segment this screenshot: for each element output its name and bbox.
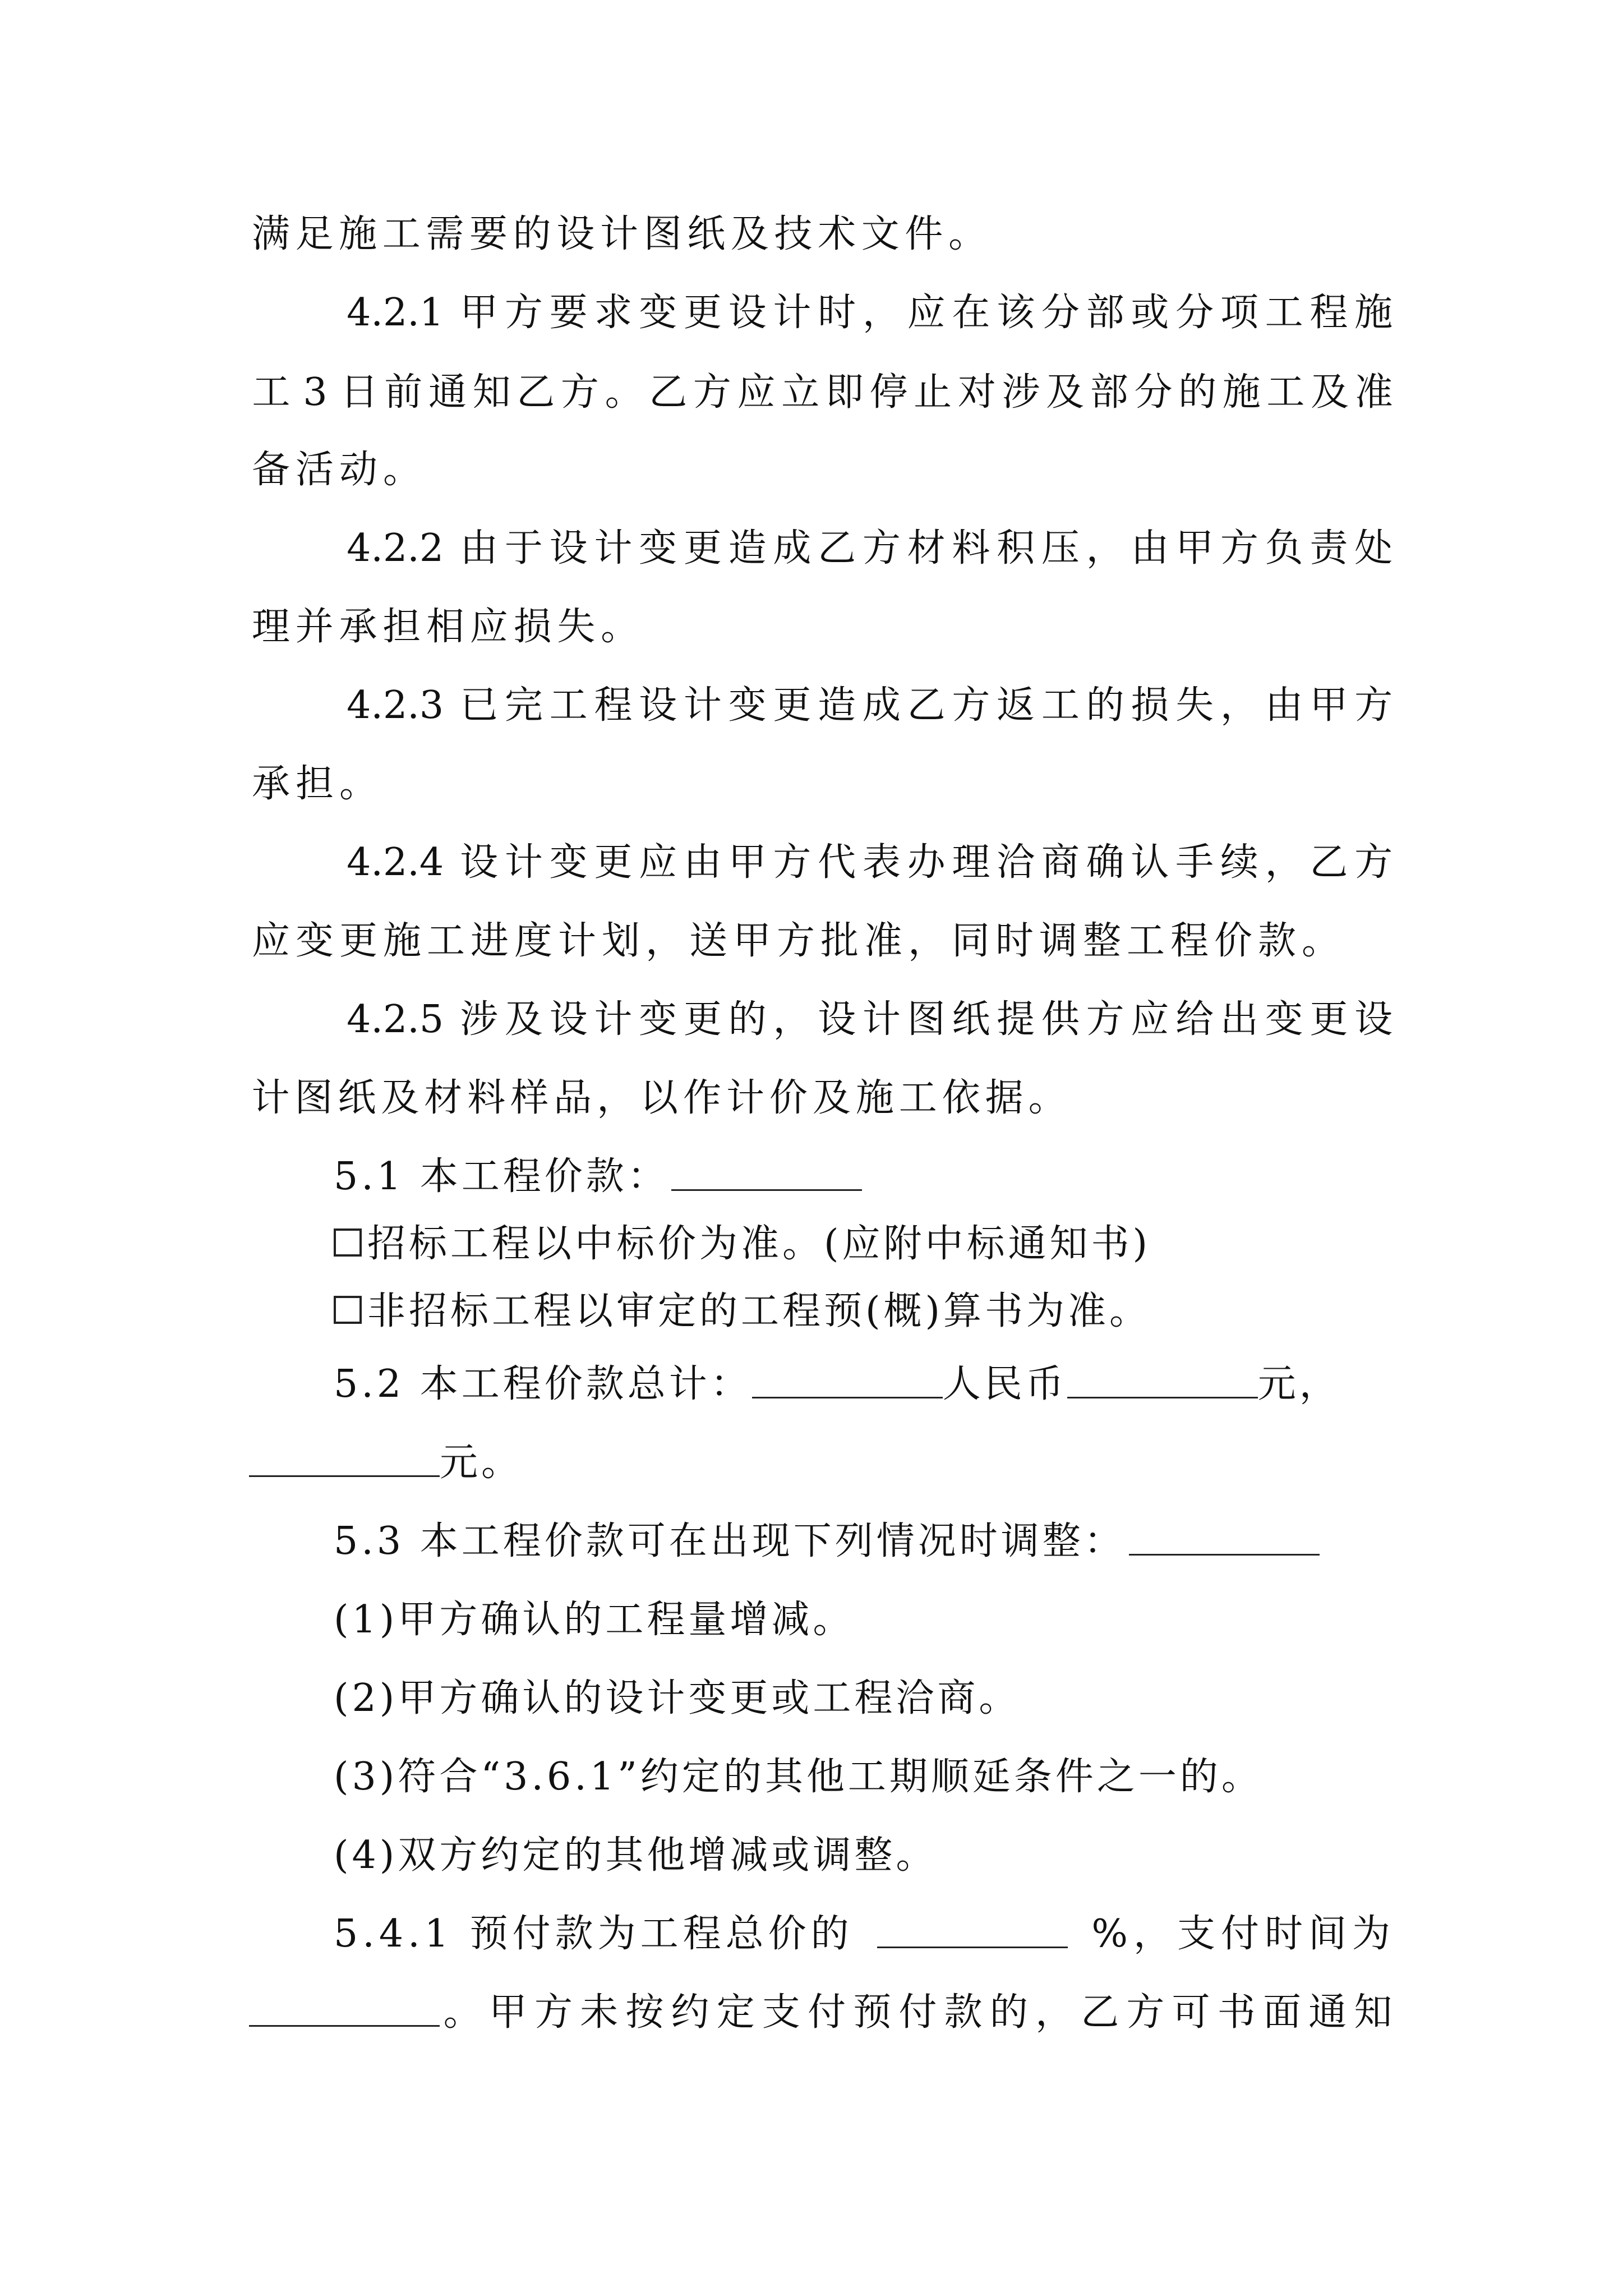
glyph: 甲: [728, 840, 767, 885]
list-item: [334, 1750, 1343, 1804]
glyph: ，: [773, 997, 811, 1042]
glyph: 手: [1175, 840, 1214, 885]
glyph: 需: [426, 212, 464, 256]
fill-in-blank[interactable]: [249, 1986, 440, 2027]
glyph: 造: [818, 683, 856, 728]
glyph: 面: [1262, 1990, 1301, 2035]
glyph: 批: [820, 919, 859, 963]
glyph: 计: [594, 526, 633, 570]
glyph: 调: [1039, 919, 1077, 963]
glyph: ，: [1035, 1990, 1074, 2035]
clause-5-4-1: [334, 1907, 1396, 1961]
glyph: 乙: [517, 370, 555, 415]
glyph: 变: [639, 997, 677, 1042]
glyph: 样: [510, 1076, 549, 1120]
glyph: 出: [1220, 997, 1258, 1042]
glyph: 约: [671, 1990, 709, 2035]
glyph: 准: [1354, 370, 1393, 415]
glyph: 价: [769, 1076, 808, 1120]
glyph: ，: [862, 291, 901, 335]
glyph: 压: [1041, 526, 1080, 570]
glyph: 变: [639, 526, 677, 570]
glyph: 工: [1126, 919, 1165, 963]
glyph: ，: [1265, 840, 1303, 885]
glyph: 洽: [997, 840, 1035, 885]
glyph: 处: [1354, 526, 1393, 570]
glyph: 要: [469, 212, 508, 256]
glyph: 进: [470, 919, 509, 963]
glyph: 方: [952, 683, 990, 728]
glyph: 按: [625, 1990, 664, 2035]
glyph: 材: [907, 526, 946, 570]
glyph: 更: [683, 997, 722, 1042]
glyph: 工: [898, 1076, 937, 1120]
glyph: 责: [1310, 526, 1348, 570]
glyph: 。: [948, 212, 987, 256]
glyph: 4.2.2: [347, 526, 444, 570]
glyph: 图: [907, 997, 946, 1042]
glyph: 立: [781, 370, 820, 415]
glyph: 及: [504, 997, 543, 1042]
option-label: 招标工程以中标价为准。(应附中标通知书): [367, 1222, 1151, 1266]
glyph: 施: [1222, 370, 1261, 415]
glyph: 施: [855, 1076, 894, 1120]
glyph: 施: [339, 212, 377, 256]
clause-row: [334, 1907, 1396, 1961]
glyph: 应: [737, 370, 776, 415]
glyph: 方: [1220, 526, 1258, 570]
paragraph-line: [249, 1071, 1069, 1125]
glyph: 变: [549, 840, 588, 885]
glyph: 涉: [460, 997, 499, 1042]
clause-text: 5.3 本工程价款可在出现下列情况时调整：: [334, 1519, 1126, 1563]
glyph: 。: [601, 605, 639, 649]
checkbox-option-tender: [334, 1217, 1231, 1271]
glyph: ，: [907, 919, 946, 963]
glyph: 通: [1308, 1990, 1347, 2035]
glyph: 。: [1028, 1076, 1067, 1120]
glyph: 应: [639, 840, 677, 885]
glyph: 时: [995, 919, 1034, 963]
glyph: 及: [812, 1076, 851, 1120]
glyph: 工: [549, 683, 588, 728]
glyph: 分: [1175, 291, 1214, 335]
list-item: [334, 1593, 1287, 1647]
glyph: 件: [905, 212, 943, 256]
glyph: 可: [1172, 1990, 1210, 2035]
glyph: 款: [944, 1990, 983, 2035]
glyph: 已: [460, 683, 499, 728]
glyph: 方: [773, 840, 811, 885]
paragraph-line: [249, 914, 1343, 968]
glyph: 书: [1217, 1990, 1256, 2035]
glyph: 认: [1131, 840, 1169, 885]
glyph: 的: [728, 997, 767, 1042]
checkbox[interactable]: [334, 1228, 362, 1257]
glyph: 纸: [338, 1076, 376, 1120]
glyph: 理: [251, 605, 290, 649]
fill-in-blank[interactable]: [671, 1150, 862, 1191]
justified-text: [249, 366, 1396, 420]
glyph: 及: [381, 1076, 419, 1120]
glyph: 送: [689, 919, 727, 963]
glyph: 计: [557, 919, 596, 963]
checkbox-option-non-tender: [334, 1285, 1231, 1338]
clause-4-2-2: [334, 522, 1396, 576]
glyph: 工: [1265, 291, 1303, 335]
glyph: 积: [997, 526, 1035, 570]
glyph: 计: [683, 683, 722, 728]
glyph: 应: [251, 919, 290, 963]
glyph: 更: [339, 919, 377, 963]
justified-text: [249, 757, 380, 811]
clause-5-2: [334, 1358, 1399, 1411]
list-item-text: (1)甲方确认的工程量增减。: [334, 1598, 855, 1642]
glyph: 造: [728, 526, 767, 570]
glyph: 承: [251, 762, 290, 806]
glyph: 止: [914, 370, 952, 415]
glyph: 确: [1086, 840, 1124, 885]
glyph: 预: [853, 1990, 892, 2035]
glyph: 商: [1041, 840, 1080, 885]
checkbox[interactable]: [334, 1296, 362, 1324]
clause-row: [249, 1986, 1396, 2040]
clause-4-2-1: [334, 286, 1396, 340]
glyph: 工: [1041, 683, 1080, 728]
glyph: 方: [560, 370, 599, 415]
glyph: 4.2.1: [347, 291, 444, 335]
glyph: 方: [776, 919, 815, 963]
glyph: 担: [295, 762, 334, 806]
glyph: 即: [825, 370, 864, 415]
glyph: 变: [295, 919, 334, 963]
glyph: 品: [554, 1076, 592, 1120]
glyph: 4.2.4: [347, 840, 444, 885]
glyph: 应: [469, 605, 508, 649]
glyph: 乙: [1310, 840, 1348, 885]
glyph: 承: [339, 605, 377, 649]
glyph: 工: [382, 212, 421, 256]
glyph: 变: [728, 683, 767, 728]
glyph: 分: [1041, 291, 1080, 335]
glyph: 设: [460, 840, 499, 885]
glyph: 4.2.5: [347, 997, 444, 1042]
glyph: 方: [504, 291, 543, 335]
glyph: 及: [730, 212, 769, 256]
glyph: 部: [1090, 370, 1128, 415]
glyph: ，: [645, 919, 684, 963]
glyph: 计: [862, 997, 901, 1042]
glyph: 日: [340, 370, 379, 415]
glyph: 方: [1126, 1990, 1165, 2035]
glyph: 由: [460, 526, 499, 570]
fill-in-blank[interactable]: [1067, 1358, 1258, 1398]
glyph: 代: [818, 840, 856, 885]
paragraph-line: [249, 1986, 1396, 2040]
glyph: 纸: [952, 997, 990, 1042]
glyph: 价: [1214, 919, 1252, 963]
glyph: 未: [580, 1990, 619, 2035]
clause-5-3: [334, 1515, 1399, 1568]
glyph: 乙: [907, 683, 946, 728]
glyph: 图: [643, 212, 682, 256]
glyph: 完: [504, 683, 543, 728]
glyph: ，: [597, 1076, 635, 1120]
unit-label: 元，: [1257, 1362, 1341, 1406]
justified-text: [249, 1071, 1069, 1125]
glyph: 乙: [649, 370, 688, 415]
glyph: 。: [382, 448, 421, 492]
glyph: 材: [424, 1076, 463, 1120]
justified-text: [249, 600, 642, 654]
glyph: 程: [594, 683, 633, 728]
glyph: 续: [1220, 840, 1258, 885]
glyph: 损: [513, 605, 552, 649]
glyph: 工: [252, 370, 291, 415]
glyph: 。: [339, 762, 377, 806]
glyph: 计: [773, 291, 811, 335]
glyph: 的: [1178, 370, 1217, 415]
paragraph-line: [249, 600, 642, 654]
glyph: 甲: [1175, 526, 1214, 570]
glyph: 知: [1354, 1990, 1393, 2035]
glyph: 甲: [488, 1990, 527, 2035]
currency-label: 人民币: [942, 1362, 1067, 1406]
paragraph-line: [249, 1436, 585, 1490]
glyph: 更: [594, 840, 633, 885]
glyph: 作: [683, 1076, 722, 1120]
clause-text: 5.4.1 预付款为工程总价的: [334, 1912, 854, 1956]
glyph: 动: [339, 448, 377, 492]
glyph: 计: [726, 1076, 764, 1120]
glyph: 更: [773, 683, 811, 728]
glyph: 定: [716, 1990, 755, 2035]
clause-5-1: [334, 1150, 1175, 1204]
glyph: 整: [1082, 919, 1121, 963]
glyph: 更: [683, 526, 722, 570]
glyph: 料: [952, 526, 990, 570]
glyph: 涉: [1002, 370, 1040, 415]
glyph: 4.2.3: [347, 683, 444, 728]
glyph: 工: [1266, 370, 1305, 415]
glyph: 提: [997, 997, 1035, 1042]
glyph: 部: [1086, 291, 1124, 335]
glyph: 。: [605, 370, 643, 415]
clause-4-2-3: [334, 679, 1396, 733]
glyph: 图: [294, 1076, 333, 1120]
paragraph-line: [249, 443, 424, 497]
glyph: 前: [384, 370, 423, 415]
glyph: ，: [1086, 526, 1124, 570]
glyph: 损: [1131, 683, 1169, 728]
glyph: 的: [989, 1990, 1028, 2035]
paragraph-line: [249, 208, 989, 261]
glyph: 技: [774, 212, 813, 256]
glyph: 据: [985, 1076, 1023, 1120]
glyph: 术: [818, 212, 856, 256]
clause-text: 5.1 本工程价款：: [334, 1154, 669, 1199]
glyph: 要: [549, 291, 588, 335]
glyph: 方: [534, 1990, 573, 2035]
glyph: 程: [1310, 291, 1348, 335]
clause-4-2-5: [334, 993, 1396, 1047]
glyph: 以: [640, 1076, 679, 1120]
glyph: 计: [251, 1076, 290, 1120]
unit-label: 元。: [440, 1441, 523, 1485]
glyph: 负: [1265, 526, 1303, 570]
justified-text: [249, 208, 989, 261]
glyph: 甲: [1310, 683, 1348, 728]
glyph: 停: [869, 370, 908, 415]
glyph: 乙: [1081, 1990, 1119, 2035]
paragraph-line: [249, 757, 380, 811]
glyph: 方: [693, 370, 731, 415]
glyph: 施: [1354, 291, 1393, 335]
fill-in-blank[interactable]: [752, 1358, 943, 1398]
glyph: 返: [997, 683, 1035, 728]
glyph: 。: [1301, 919, 1340, 963]
glyph: 担: [382, 605, 421, 649]
justified-text: [334, 522, 1396, 576]
glyph: 方: [1086, 997, 1124, 1042]
fill-in-blank[interactable]: [877, 1907, 1068, 1948]
glyph: 准: [864, 919, 902, 963]
glyph: 求: [594, 291, 633, 335]
glyph: 度: [514, 919, 552, 963]
glyph: 乙: [818, 526, 856, 570]
glyph: 付: [898, 1990, 937, 2035]
glyph: 于: [504, 526, 543, 570]
glyph: 设: [549, 526, 588, 570]
justified-text: [334, 679, 1396, 733]
glyph: 款: [1257, 919, 1296, 963]
glyph: 付: [808, 1990, 846, 2035]
justified-text: [334, 836, 1396, 890]
glyph: 成: [862, 683, 901, 728]
glyph: 工: [426, 919, 465, 963]
glyph: 供: [1041, 997, 1080, 1042]
glyph: 划: [601, 919, 640, 963]
glyph: 成: [773, 526, 811, 570]
glyph: 设: [728, 291, 767, 335]
glyph: 表: [862, 840, 901, 885]
glyph: 给: [1175, 997, 1214, 1042]
glyph: 更: [1310, 997, 1348, 1042]
list-item-text: (4)双方约定的其他增减或调整。: [334, 1833, 938, 1878]
glyph: 应: [907, 291, 946, 335]
glyph: 或: [1131, 291, 1169, 335]
glyph: 满: [251, 212, 290, 256]
glyph: 足: [295, 212, 334, 256]
glyph: 3: [303, 370, 328, 415]
glyph: 纸: [687, 212, 726, 256]
glyph: 失: [557, 605, 596, 649]
glyph: 理: [952, 840, 990, 885]
glyph: 施: [382, 919, 421, 963]
glyph: 变: [639, 291, 677, 335]
glyph: 的: [1086, 683, 1124, 728]
option-label: 非招标工程以审定的工程预(概)算书为准。: [367, 1289, 1151, 1333]
glyph: 的: [513, 212, 551, 256]
glyph: 及: [1311, 370, 1349, 415]
list-item-text: (2)甲方确认的设计变更或工程洽商。: [334, 1676, 1021, 1720]
glyph: 甲: [460, 291, 499, 335]
glyph: 设: [549, 997, 588, 1042]
glyph: 同: [951, 919, 990, 963]
glyph: 支: [762, 1990, 800, 2035]
glyph: 由: [1131, 526, 1169, 570]
glyph: 在: [952, 291, 990, 335]
clause-text: 5.2 本工程价款总计：: [334, 1362, 752, 1406]
glyph: 计: [504, 840, 543, 885]
glyph: 相: [426, 605, 465, 649]
glyph: 知: [472, 370, 511, 415]
glyph: 办: [907, 840, 946, 885]
glyph: 设: [639, 683, 677, 728]
glyph: 甲: [732, 919, 771, 963]
justified-text: [334, 286, 1396, 340]
glyph: 备: [251, 448, 290, 492]
glyph: 及: [1046, 370, 1085, 415]
glyph: 程: [1170, 919, 1209, 963]
glyph: 应: [1131, 997, 1169, 1042]
paragraph-line: [249, 366, 1396, 420]
fill-in-blank[interactable]: [249, 1436, 440, 1477]
clause-text: %，支付时间为: [1091, 1912, 1396, 1956]
justified-text: [440, 1986, 1396, 2040]
glyph: 更: [683, 291, 722, 335]
glyph: 。: [443, 1990, 482, 2035]
glyph: 由: [1265, 683, 1303, 728]
glyph: 该: [997, 291, 1035, 335]
list-item: [334, 1672, 1287, 1726]
glyph: 并: [295, 605, 334, 649]
glyph: 设: [818, 997, 856, 1042]
glyph: 活: [295, 448, 334, 492]
justified-text: [249, 443, 424, 497]
glyph: 方: [1354, 683, 1393, 728]
glyph: 对: [957, 370, 996, 415]
glyph: 项: [1220, 291, 1258, 335]
glyph: 方: [1354, 840, 1393, 885]
justified-text: [249, 914, 1343, 968]
glyph: 方: [862, 526, 901, 570]
glyph: 失: [1175, 683, 1214, 728]
clause-4-2-4: [334, 836, 1396, 890]
list-item: [334, 1829, 1287, 1883]
glyph: 依: [942, 1076, 980, 1120]
glyph: 计: [594, 997, 633, 1042]
glyph: 通: [428, 370, 467, 415]
glyph: 设: [1354, 997, 1393, 1042]
glyph: 料: [467, 1076, 506, 1120]
list-item-text: (3)符合“3.6.1”约定的其他工期顺延条件之一的。: [334, 1755, 1263, 1799]
fill-in-blank[interactable]: [1129, 1515, 1320, 1556]
glyph: ，: [1220, 683, 1258, 728]
glyph: 计: [600, 212, 638, 256]
glyph: 文: [861, 212, 900, 256]
glyph: 分: [1134, 370, 1173, 415]
glyph: 变: [1265, 997, 1303, 1042]
justified-text: [334, 993, 1396, 1047]
glyph: 设: [556, 212, 595, 256]
glyph: 时: [818, 291, 856, 335]
glyph: 由: [683, 840, 722, 885]
